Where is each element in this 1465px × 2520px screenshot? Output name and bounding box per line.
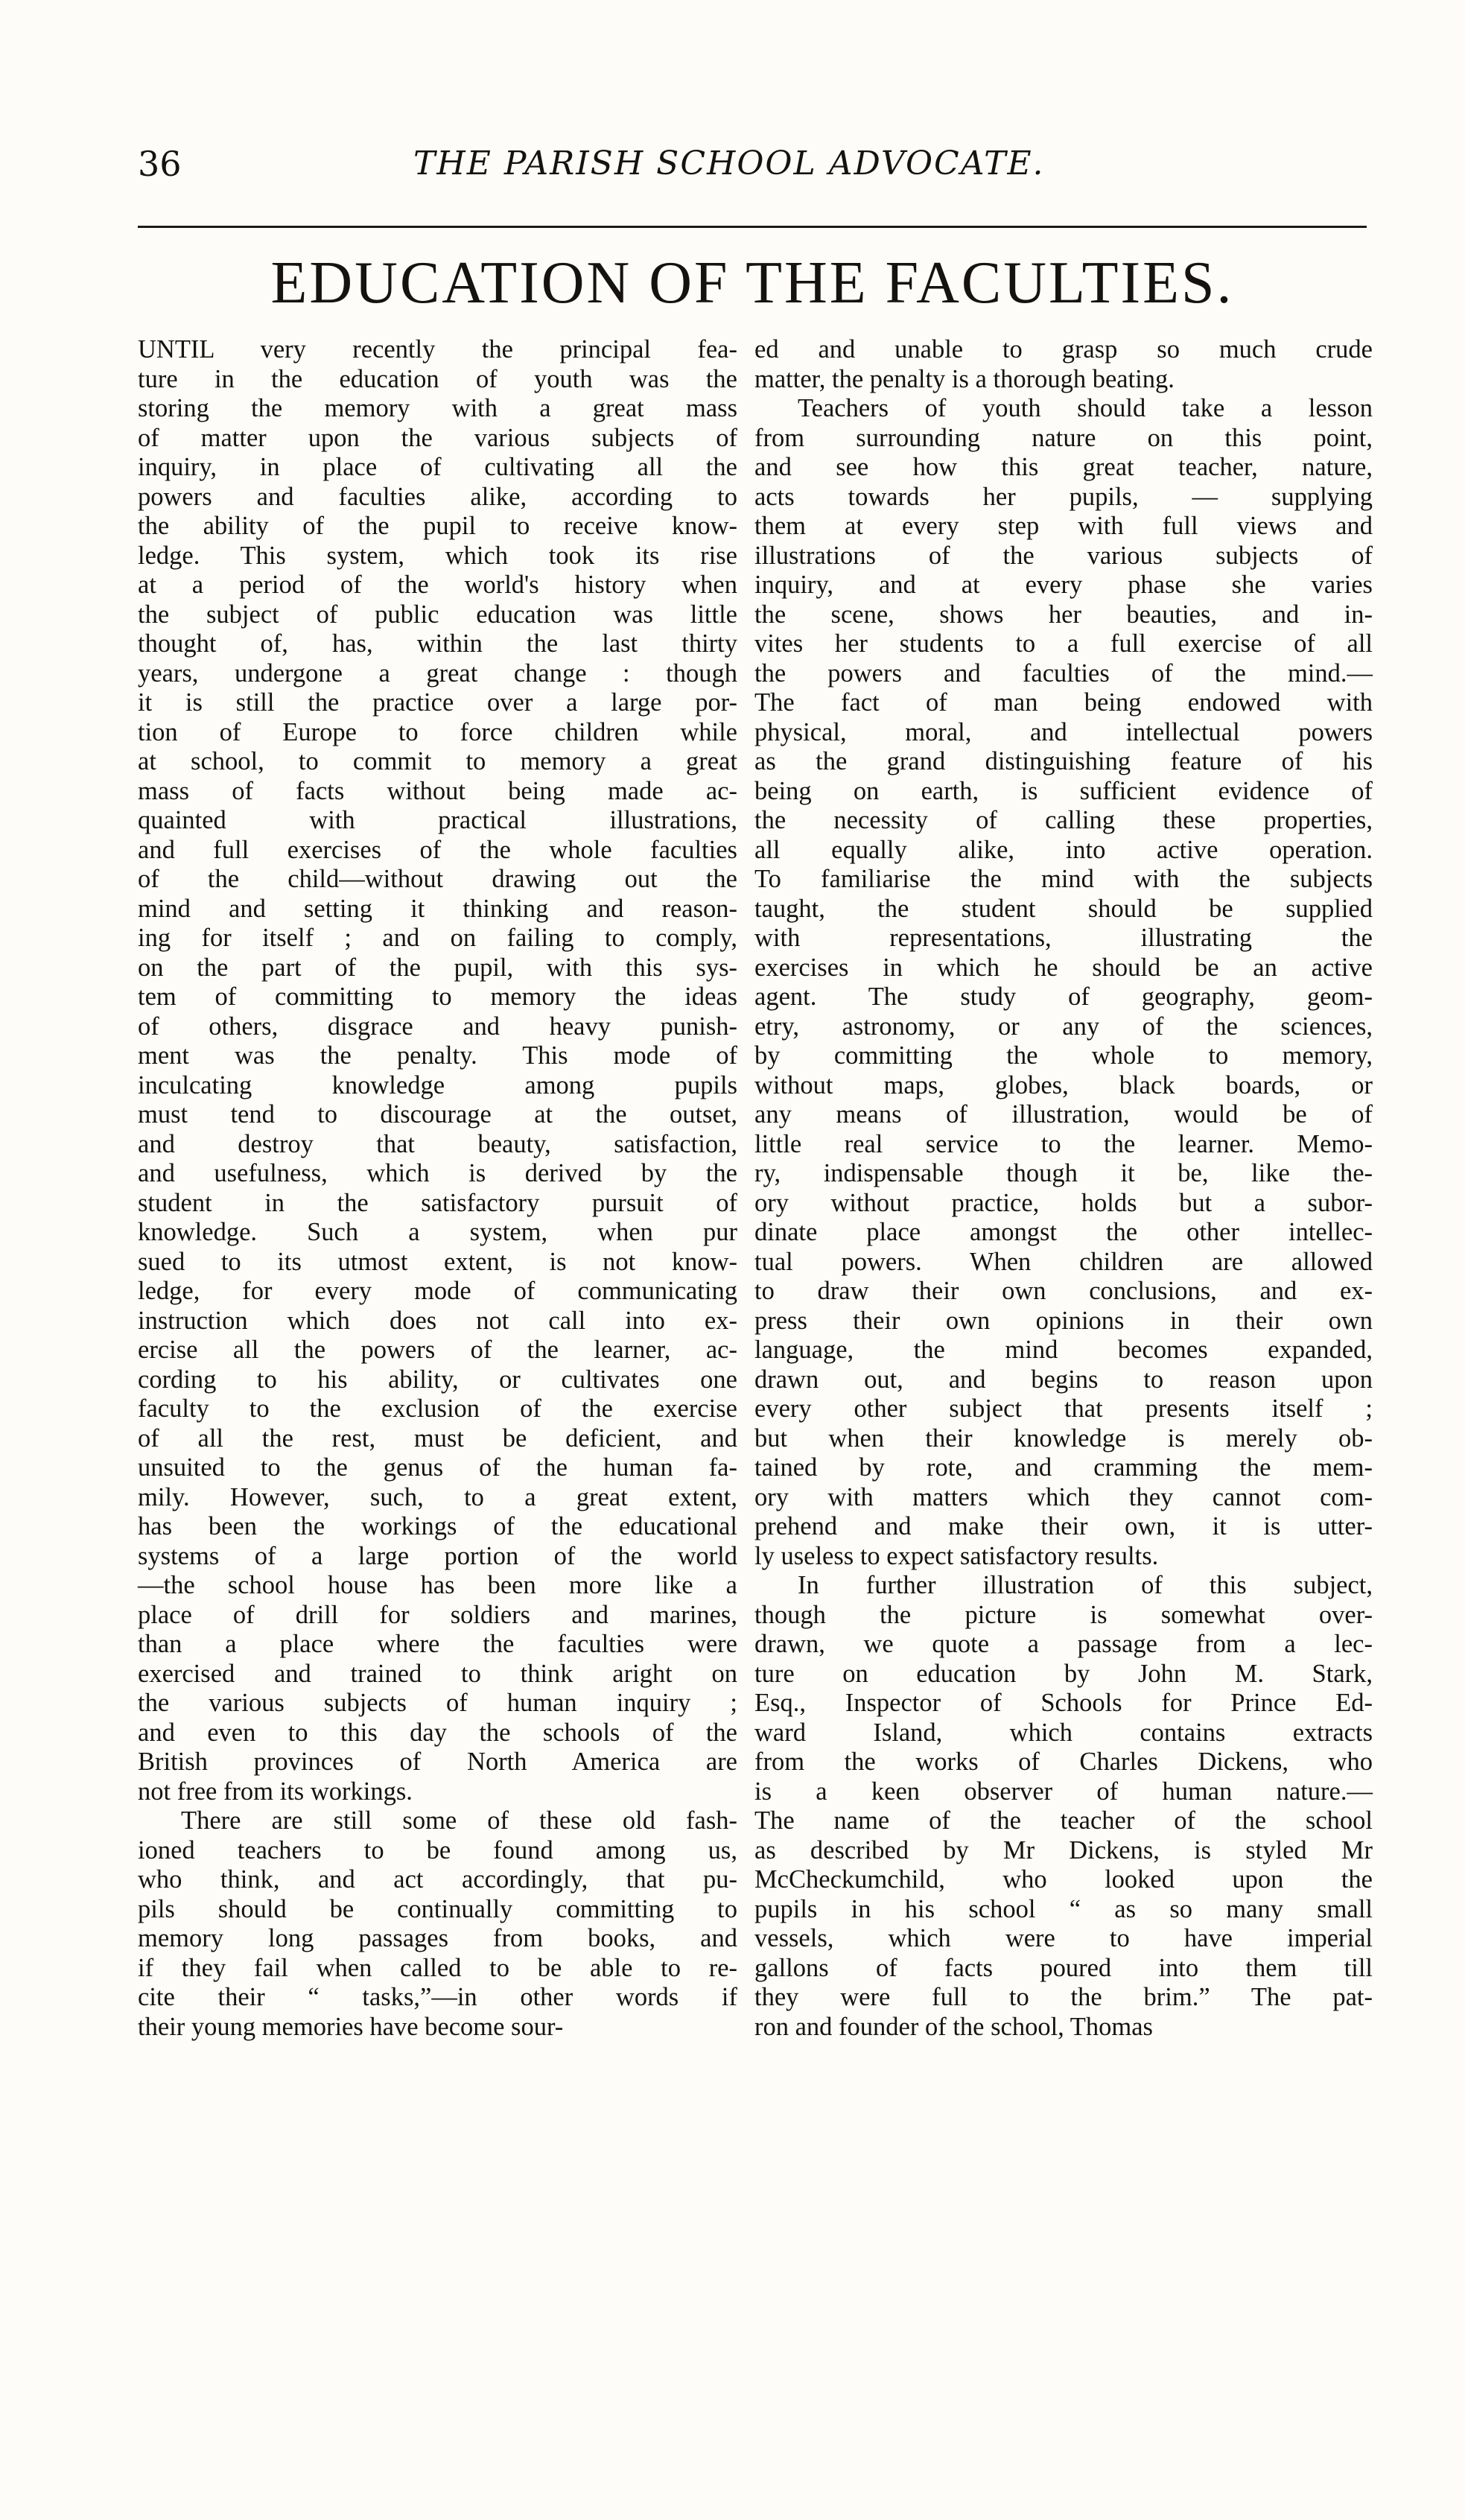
text-line: gallons of facts poured into them till: [754, 1953, 1373, 1982]
text-line: mind and setting it thinking and reason-: [138, 894, 737, 923]
text-line: their young memories have become sour-: [138, 2012, 564, 2041]
text-line: ry, indispensable though it be, like the-: [754, 1159, 1373, 1187]
text-line: the various subjects of human inquiry ;: [138, 1689, 737, 1717]
text-line: years, undergone a great change : though: [138, 658, 737, 688]
text-line: them at every step with full views and: [754, 512, 1373, 540]
text-line: drawn, we quote a passage from a lec-: [754, 1630, 1373, 1658]
text-line: faculty to the exclusion of the exercise: [138, 1394, 737, 1423]
text-line: British provinces of North America are: [138, 1748, 737, 1776]
text-line: the necessity of calling these properties,: [754, 806, 1373, 834]
text-line: unsuited to the genus of the human fa-: [138, 1453, 737, 1482]
text-line: it is still the practice over a large por-: [138, 688, 737, 717]
text-line: exercises in which he should be an active: [754, 953, 1373, 982]
text-line: pupils in his school “ as so many small: [754, 1894, 1373, 1923]
text-line: tem of committing to memory the ideas: [138, 983, 737, 1011]
text-line: inquiry, in place of cultivating all the: [138, 453, 737, 481]
text-line: sued to its utmost extent, is not know-: [138, 1247, 737, 1276]
text-line: tained by rote, and cramming the mem-: [754, 1453, 1373, 1482]
text-line: mily. However, such, to a great extent,: [138, 1482, 737, 1511]
text-line: at school, to commit to memory a great: [138, 747, 737, 775]
text-line: taught, the student should be supplied: [754, 894, 1373, 923]
text-line: little real service to the learner. Memo-: [754, 1129, 1373, 1158]
text-line: of others, disgrace and heavy punish-: [138, 1012, 737, 1041]
text-line: ly useless to expect satisfactory results.: [754, 1541, 1159, 1570]
text-line: ture on education by John M. Stark,: [754, 1659, 1373, 1688]
text-line: knowledge. Such a system, when pur: [138, 1218, 737, 1246]
text-line: prehend and make their own, it is utter-: [754, 1512, 1373, 1540]
text-line: Teachers of youth should take a lesson: [798, 394, 1373, 422]
text-line: as the grand distinguishing feature of his: [754, 747, 1373, 775]
text-line: ioned teachers to be found among us,: [138, 1835, 737, 1864]
text-line: and usefulness, which is derived by the: [138, 1159, 737, 1187]
text-line: inquiry, and at every phase she varies: [754, 571, 1373, 599]
text-line: if they fail when called to be able to re-: [138, 1953, 737, 1982]
text-line: exercised and trained to think aright on: [138, 1659, 737, 1688]
text-line: quainted with practical illustrations,: [138, 806, 737, 834]
text-line: the subject of public education was little: [138, 600, 737, 629]
text-line: powers and faculties alike, according to: [138, 482, 737, 511]
text-line: drawn out, and begins to reason upon: [754, 1365, 1373, 1394]
running-head: [138, 142, 1367, 201]
text-line: etry, astronomy, or any of the sciences,: [754, 1012, 1373, 1041]
text-line: the scene, shows her beauties, and in-: [754, 600, 1373, 629]
text-line: all equally alike, into active operation.: [754, 835, 1373, 864]
text-line: has been the workings of the educational: [138, 1512, 737, 1540]
text-line: ron and founder of the school, Thomas: [754, 2012, 1153, 2041]
text-line: cording to his ability, or cultivates one: [138, 1365, 737, 1394]
text-line: The fact of man being endowed with: [754, 688, 1373, 717]
header-rule: [138, 226, 1367, 228]
text-line: and destroy that beauty, satisfaction,: [138, 1129, 737, 1158]
text-line: inculcating knowledge among pupils: [138, 1070, 737, 1099]
text-line: from the works of Charles Dickens, who: [754, 1748, 1373, 1776]
text-line: the powers and faculties of the mind.—: [754, 658, 1373, 688]
left-column: [138, 335, 737, 2042]
text-line: matter, the penalty is a thorough beating.: [754, 364, 1175, 393]
text-line: acts towards her pupils, — supplying: [754, 482, 1373, 511]
text-line: by committing the whole to memory,: [754, 1041, 1373, 1070]
text-line: and full exercises of the whole faculties: [138, 835, 737, 864]
text-line: on the part of the pupil, with this sys-: [138, 953, 737, 982]
text-line: every other subject that presents itself ;: [754, 1394, 1373, 1423]
text-line: —the school house has been more like a: [138, 1571, 737, 1599]
text-line: is a keen observer of human nature.—: [754, 1777, 1373, 1806]
article-title: EDUCATION OF THE FACULTIES.: [270, 250, 1234, 316]
text-line: and see how this great teacher, nature,: [754, 453, 1373, 481]
text-line: to draw their own conclusions, and ex-: [754, 1277, 1373, 1305]
text-line: they were full to the brim.” The pat-: [754, 1983, 1373, 2011]
text-line: who think, and act accordingly, that pu-: [138, 1865, 737, 1894]
text-line: ercise all the powers of the learner, ac-: [138, 1336, 737, 1364]
text-line: at a period of the world's history when: [138, 571, 737, 599]
text-line: and even to this day the schools of the: [138, 1718, 737, 1747]
text-line: systems of a large portion of the world: [138, 1541, 737, 1570]
text-line: storing the memory with a great mass: [138, 394, 737, 422]
text-line: pils should be continually committing to: [138, 1894, 737, 1923]
text-line: ed and unable to grasp so much crude: [754, 335, 1373, 364]
text-line: student in the satisfactory pursuit of: [138, 1188, 737, 1217]
text-line: ment was the penalty. This mode of: [138, 1041, 737, 1070]
text-line: as described by Mr Dickens, is styled Mr: [754, 1835, 1373, 1864]
text-line: physical, moral, and intellectual powers: [754, 717, 1373, 746]
text-line: vites her students to a full exercise of all: [754, 629, 1373, 658]
text-line: There are still some of these old fash-: [181, 1806, 737, 1835]
text-line: any means of illustration, would be of: [754, 1100, 1373, 1129]
text-line: language, the mind becomes expanded,: [754, 1336, 1373, 1364]
text-line: from surrounding nature on this point,: [754, 423, 1373, 452]
text-line: ory without practice, holds but a subor-: [754, 1188, 1373, 1217]
text-line: ledge, for every mode of communicating: [138, 1277, 737, 1305]
text-line: place of drill for soldiers and marines,: [138, 1600, 737, 1629]
journal-title: THE PARISH SCHOOL ADVOCATE.: [413, 145, 1045, 183]
text-line: mass of facts without being made ac-: [138, 776, 737, 805]
text-line: memory long passages from books, and: [138, 1924, 737, 1952]
text-line: tion of Europe to force children while: [138, 717, 737, 746]
text-line: though the picture is somewhat over-: [754, 1600, 1373, 1629]
text-line: In further illustration of this subject,: [798, 1571, 1373, 1599]
text-line: press their own opinions in their own: [754, 1306, 1373, 1335]
text-line: illustrations of the various subjects of: [754, 541, 1373, 570]
text-line: of the child—without drawing out the: [138, 865, 737, 893]
text-line: of all the rest, must be deficient, and: [138, 1424, 737, 1453]
text-line: ing for itself ; and on failing to comply,: [138, 924, 737, 952]
text-line: To familiarise the mind with the subjects: [754, 865, 1373, 893]
text-line: ture in the education of youth was the: [138, 364, 737, 393]
text-line: not free from its workings.: [138, 1777, 413, 1806]
text-line: being on earth, is sufficient evidence of: [754, 776, 1373, 805]
text-line: must tend to discourage at the outset,: [138, 1100, 737, 1129]
text-line: dinate place amongst the other intellec-: [754, 1218, 1373, 1246]
text-line: but when their knowledge is merely ob-: [754, 1424, 1373, 1453]
text-line: ory with matters which they cannot com-: [754, 1482, 1373, 1511]
text-line: vessels, which were to have imperial: [754, 1924, 1373, 1952]
text-line: thought of, has, within the last thirty: [138, 629, 737, 658]
text-line: without maps, globes, black boards, or: [754, 1070, 1373, 1099]
text-line: McCheckumchild, who looked upon the: [754, 1865, 1373, 1894]
text-line: ledge. This system, which took its rise: [138, 541, 737, 570]
text-line: UNTIL very recently the principal fea-: [138, 335, 737, 364]
text-line: agent. The study of geography, geom-: [754, 983, 1373, 1011]
text-line: cite their “ tasks,”—in other words if: [138, 1983, 737, 2011]
text-line: The name of the teacher of the school: [754, 1806, 1373, 1835]
page-number: 36: [138, 144, 182, 184]
right-column: [754, 335, 1373, 2042]
text-line: the ability of the pupil to receive know-: [138, 512, 737, 540]
text-line: ward Island, which contains extracts: [754, 1718, 1373, 1747]
text-line: tual powers. When children are allowed: [754, 1247, 1373, 1276]
text-line: Esq., Inspector of Schools for Prince Ed-: [754, 1689, 1373, 1717]
text-line: instruction which does not call into ex-: [138, 1306, 737, 1335]
text-line: of matter upon the various subjects of: [138, 423, 737, 452]
text-line: with representations, illustrating the: [754, 924, 1373, 952]
text-line: than a place where the faculties were: [138, 1630, 737, 1658]
